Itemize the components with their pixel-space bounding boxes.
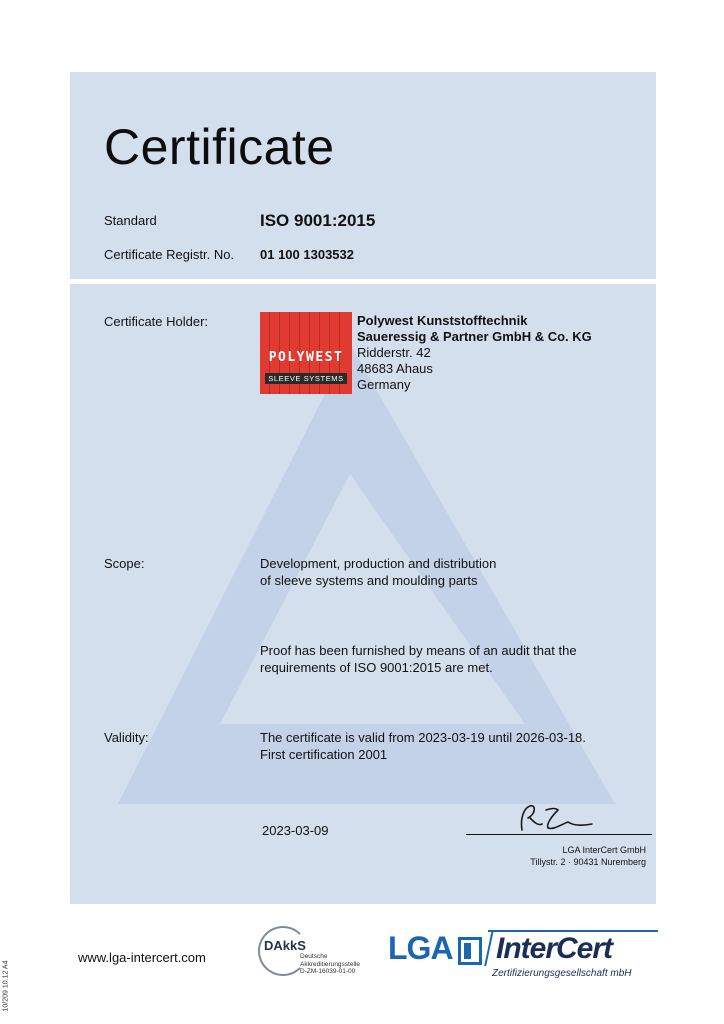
holder-city: 48683 Ahaus [357,361,433,376]
holder-name-line1: Polywest Kunststofftechnik [357,313,528,328]
standard-value: ISO 9001:2015 [260,211,376,230]
form-code: 10/209 10.12 A4 [2,960,10,1012]
dakks-logo [258,926,373,980]
intercert-tagline: Zertifizierungsgesellschaft mbH [492,968,632,979]
polywest-logo [260,312,352,394]
proof-line1: Proof has been furnished by means of an audit that the [260,643,577,658]
validity-line1: The certificate is valid from 2023-03-19 until 2026-03-18. [260,730,586,745]
dakks-word: DAkkS [264,938,306,953]
validity-line2: First certification 2001 [260,747,388,762]
signature-line [466,834,652,835]
issuer-address: Tillystr. 2 · 90431 Nuremberg [530,857,646,867]
issuer-company: LGA InterCert GmbH [562,845,646,855]
dakks-line2: Akkreditierungsstelle [300,960,360,968]
issue-date: 2023-03-09 [262,823,329,838]
registration-label: Certificate Registr. No. [104,247,235,262]
registration-value: 01 100 1303532 [260,247,354,262]
dakks-line3: D-ZM-16039-01-00 [300,968,356,975]
standard-label: Standard [104,213,157,228]
holder-street: Ridderstr. 42 [357,345,431,360]
scope-line1: Development, production and distribution [260,556,497,571]
footer-url: www.lga-intercert.com [78,950,206,965]
dakks-line1: Deutsche [300,953,328,960]
holder-name-line2: Saueressig & Partner GmbH & Co. KG [357,329,592,344]
holder-country: Germany [357,377,411,392]
holder-label: Certificate Holder: [104,314,209,329]
intercert-word: InterCert [496,932,613,965]
scope-label: Scope: [104,556,145,571]
certificate-title: Certificate [104,119,335,175]
lga-intercert-logo [388,926,658,986]
scope-line2: of sleeve systems and moulding parts [260,573,478,588]
lga-word: LGA [388,930,453,966]
lga-box-icon [458,937,482,965]
validity-label: Validity: [104,730,149,745]
proof-line2: requirements of ISO 9001:2015 are met. [260,660,493,675]
logo-word: POLYWEST [268,350,344,365]
logo-subtitle: SLEEVE SYSTEMS [265,373,347,384]
signature-mark [512,800,602,836]
